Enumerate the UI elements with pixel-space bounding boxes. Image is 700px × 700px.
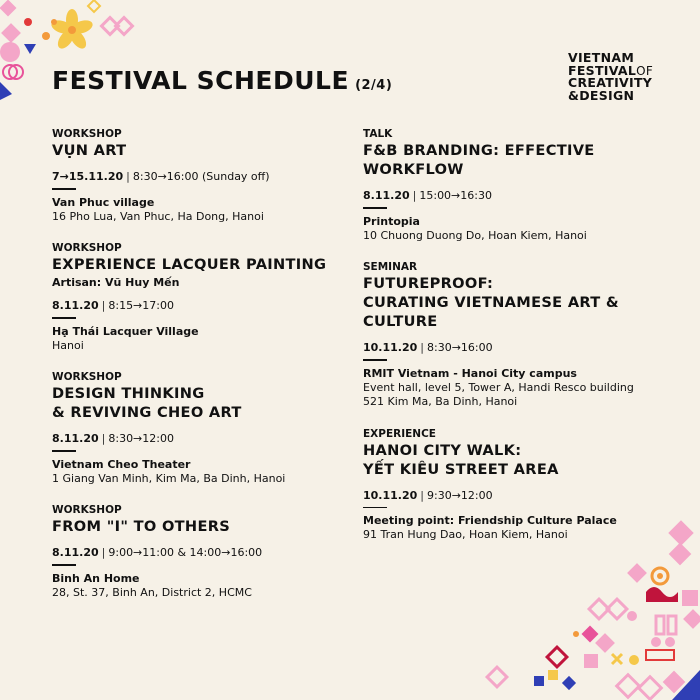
event-name: VỤN ART [52, 142, 127, 159]
event-block [52, 504, 342, 600]
event-time: 8.11.20 | 15:00→16:30 [363, 189, 492, 202]
event-venue: Binh An Home [52, 571, 140, 585]
event-name-line-2: & REVIVING CHEO ART [52, 404, 242, 421]
schedule-right-column [363, 128, 683, 561]
event-date: 8.11.20 [363, 189, 410, 202]
event-hours: 8:30→12:00 [108, 432, 174, 445]
event-block [52, 128, 342, 224]
event-venue: Printopia [363, 214, 420, 228]
event-block [363, 261, 683, 410]
event-type: SEMINAR [363, 261, 418, 273]
event-name: HANOI CITY WALK: [363, 441, 522, 459]
schedule-left-column [52, 128, 342, 618]
event-block [52, 371, 342, 486]
event-address: Hanoi [52, 338, 84, 352]
event-name: FUTUREPROOF: [363, 275, 494, 292]
event-name: FROM "I" TO OTHERS [52, 518, 231, 535]
divider [363, 359, 387, 361]
logo-line-3: CREATIVITY [568, 75, 653, 90]
event-name-line-2: YẾT KIÊU STREET AREA [363, 460, 559, 478]
event-time: 10.11.20 | 8:30→16:00 [363, 341, 493, 354]
event-name: F&B BRANDING: EFFECTIVE WORKFLOW [363, 142, 595, 178]
event-time: 8.11.20 | 8:15→17:00 [52, 299, 174, 312]
event-address: 91 Tran Hung Dao, Hoan Kiem, Hanoi [363, 528, 568, 541]
event-time: 10.11.20 | 9:30→12:00 [363, 488, 493, 502]
event-hours: 8:30→16:00 [427, 341, 493, 354]
festival-logo [568, 52, 678, 102]
event-hours: 8:30→16:00 (Sunday off) [132, 170, 270, 183]
event-address: 16 Pho Lua, Van Phuc, Ha Dong, Hanoi [52, 209, 264, 223]
title-part: (2/4) [355, 78, 393, 93]
event-block [52, 242, 342, 353]
event-type: WORKSHOP [52, 371, 122, 383]
event-hours: 9:00→11:00 & 14:00→16:00 [108, 546, 263, 559]
event-venue: Vietnam Cheo Theater [52, 457, 191, 471]
event-hours: 8:15→17:00 [108, 299, 174, 312]
event-type: WORKSHOP [52, 242, 122, 254]
event-date: 7→15.11.20 [52, 170, 124, 183]
event-block [363, 128, 683, 243]
divider [52, 317, 76, 319]
event-time: 7→15.11.20 | 8:30→16:00 (Sunday off) [52, 170, 270, 183]
logo-line-1: VIETNAM [568, 50, 635, 65]
event-type: WORKSHOP [52, 504, 122, 516]
event-name: EXPERIENCE LACQUER PAINTING [52, 256, 327, 273]
event-venue: Van Phuc village [52, 195, 155, 209]
logo-line-2: FESTIVAL [568, 62, 637, 78]
event-date: 8.11.20 [52, 432, 99, 445]
event-address: Event hall, level 5, Tower A, Handi Resco building [363, 380, 634, 394]
event-type: EXPERIENCE [363, 427, 436, 440]
event-name: DESIGN THINKING [52, 385, 205, 402]
event-date: 10.11.20 [363, 488, 418, 502]
event-artisan: Artisan: Vũ Huy Mến [52, 276, 180, 289]
event-venue: Meeting point: Friendship Culture Palace [363, 514, 617, 527]
logo-line-4: DESIGN [579, 87, 635, 103]
divider [363, 507, 387, 509]
event-block [363, 428, 683, 543]
divider [363, 207, 387, 209]
event-address: 1 Giang Van Minh, Kim Ma, Ba Dinh, Hanoi [52, 471, 286, 485]
event-type: WORKSHOP [52, 128, 122, 140]
event-time: 8.11.20 | 8:30→12:00 [52, 432, 174, 445]
event-time: 8.11.20 | 9:00→11:00 & 14:00→16:00 [52, 546, 263, 559]
divider [52, 188, 76, 190]
event-address: 28, St. 37, Binh An, District 2, HCMC [52, 585, 252, 599]
event-name-line-2: CURATING VIETNAMESE ART & CULTURE [363, 294, 619, 330]
event-venue: Hạ Thái Lacquer Village [52, 324, 199, 338]
logo-ampersand: & [568, 87, 580, 103]
event-address-line-2: 521 Kim Ma, Ba Dinh, Hanoi [363, 395, 518, 408]
event-date: 8.11.20 [52, 546, 99, 559]
divider [52, 564, 76, 566]
title-text: FESTIVAL SCHEDULE [52, 66, 350, 95]
event-hours: 9:30→12:00 [427, 488, 493, 502]
page-title [52, 66, 392, 95]
event-type: TALK [363, 128, 393, 140]
event-date: 8.11.20 [52, 299, 99, 312]
event-date: 10.11.20 [363, 341, 418, 354]
event-hours: 15:00→16:30 [419, 189, 492, 202]
divider [52, 450, 76, 452]
event-address: 10 Chuong Duong Do, Hoan Kiem, Hanoi [363, 228, 587, 242]
logo-of: OF [636, 63, 654, 78]
event-venue: RMIT Vietnam - Hanoi City campus [363, 366, 577, 380]
